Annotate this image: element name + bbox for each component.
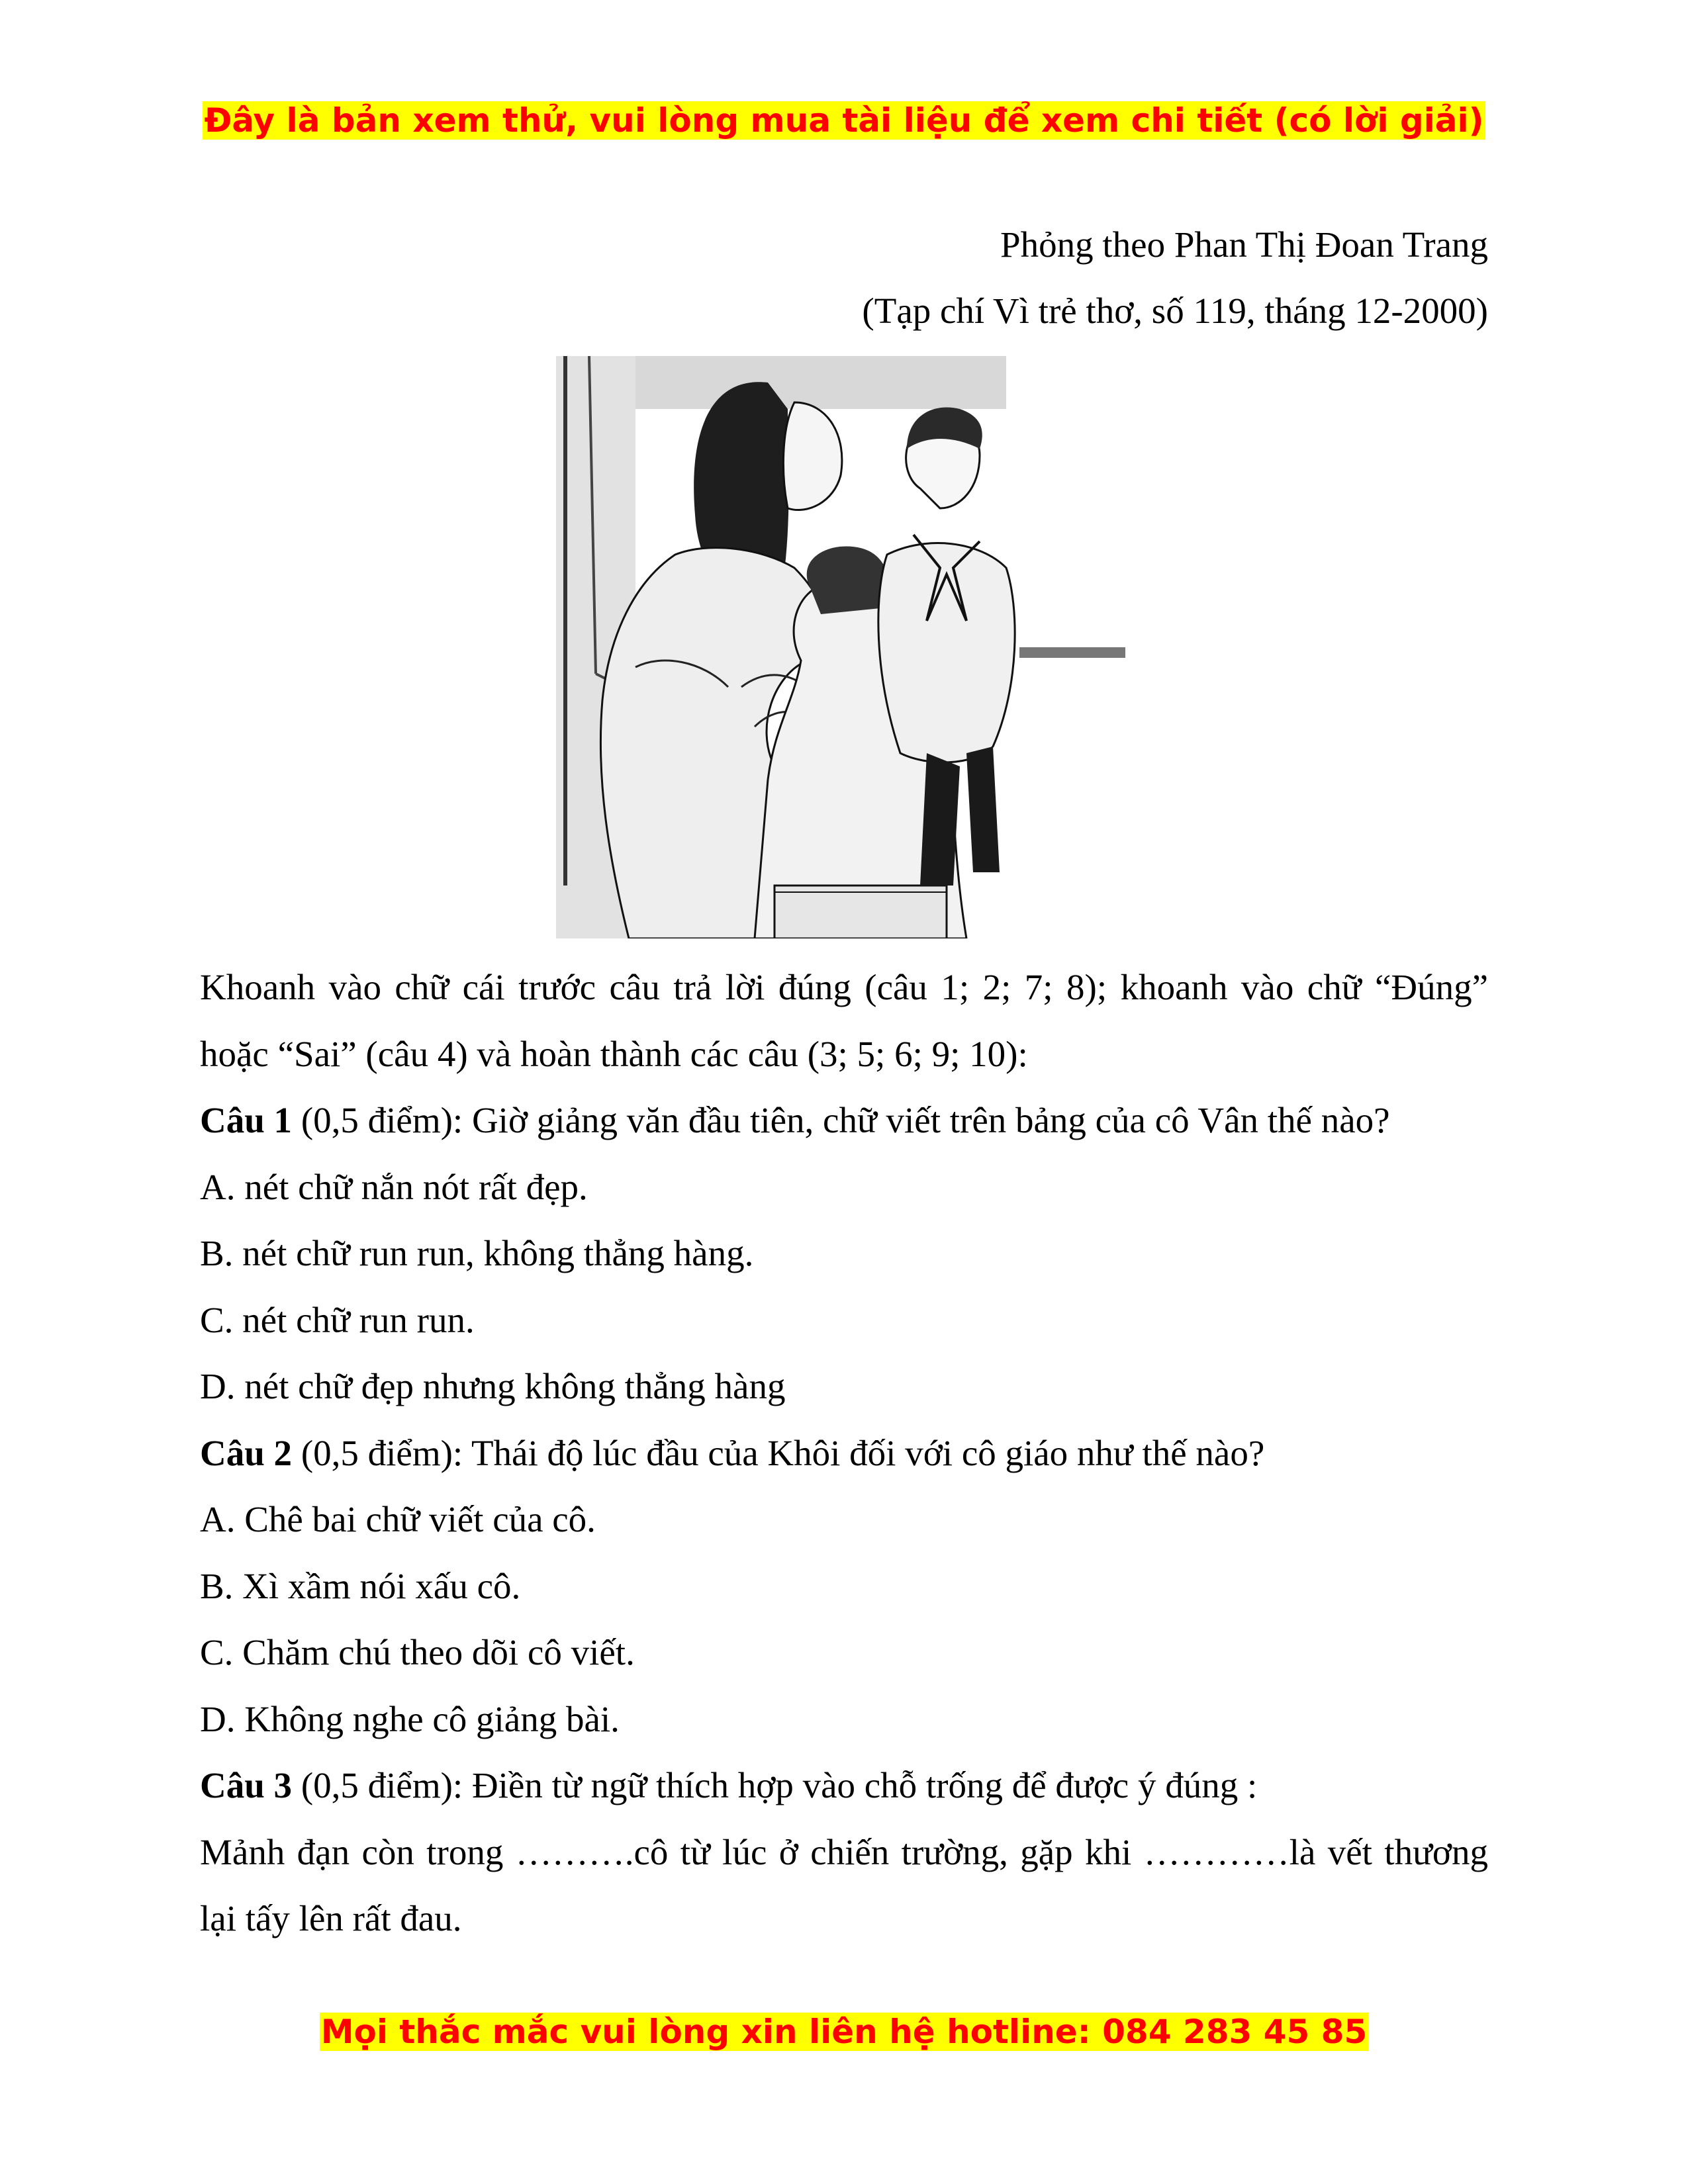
question-2-label: Câu 2 <box>200 1432 293 1473</box>
question-1-text: : Giờ giảng văn đầu tiên, chữ viết trên bảng của cô Vân thế nào? <box>452 1100 1390 1140</box>
illustration-teacher-and-students <box>556 356 1125 938</box>
question-3-text: : Điền từ ngữ thích hợp vào chỗ trống để được ý đúng : <box>452 1765 1258 1805</box>
question-1-option-d: D. nét chữ đẹp nhưng không thẳng hàng <box>200 1366 786 1406</box>
question-1-option-c: C. nét chữ run run. <box>200 1299 475 1340</box>
question-2-points: (0,5 điểm) <box>292 1432 453 1473</box>
question-2-option-c: C. Chăm chú theo dõi cô viết. <box>200 1632 635 1672</box>
question-3 <box>200 1752 1488 1819</box>
question-1 <box>200 1087 1488 1154</box>
question-3-fill-in-text: Mảnh đạn còn trong ……….cô từ lúc ở chiến trường, gặp khi …………là vết thương lại tấy lên rất đau. <box>200 1831 1488 1938</box>
hotline-notice-banner <box>0 2011 1688 2053</box>
source-author: Phỏng theo Phan Thị Đoan Trang <box>1000 224 1488 265</box>
question-2-option-a: A. Chê bai chữ viết của cô. <box>200 1499 596 1539</box>
instruction-text: Khoanh vào chữ cái trước câu trả lời đúng (câu 1; 2; 7; 8); khoanh vào chữ “Đúng” hoặc “Sai” (câu 4) và hoàn thành các câu (3; 5; 6; 9; 10): <box>200 967 1488 1074</box>
question-1-label: Câu 1 <box>200 1100 293 1140</box>
question-3-label: Câu 3 <box>200 1765 293 1805</box>
question-1-option-b: B. nét chữ run run, không thẳng hàng. <box>200 1233 754 1273</box>
question-1-points: (0,5 điểm) <box>292 1100 453 1140</box>
preview-notice-banner <box>0 99 1688 142</box>
question-2 <box>200 1420 1488 1487</box>
source-journal: (Tạp chí Vì trẻ thơ, số 119, tháng 12-2000) <box>862 291 1488 331</box>
question-1-option-a: A. nét chữ nắn nót rất đẹp. <box>200 1166 588 1207</box>
question-2-text: : Thái độ lúc đầu của Khôi đối với cô giáo như thế nào? <box>452 1432 1265 1473</box>
document-body <box>200 954 1488 1952</box>
question-3-points: (0,5 điểm) <box>292 1765 453 1805</box>
question-2-option-d: D. Không nghe cô giảng bài. <box>200 1698 620 1739</box>
preview-notice-text: Đây là bản xem thử, vui lòng mua tài liệu để xem chi tiết (có lời giải) <box>204 101 1484 140</box>
question-2-option-b: B. Xì xầm nói xấu cô. <box>200 1565 521 1606</box>
hotline-notice-text: Mọi thắc mắc vui lòng xin liên hệ hotline: 084 283 45 85 <box>320 2013 1368 2051</box>
